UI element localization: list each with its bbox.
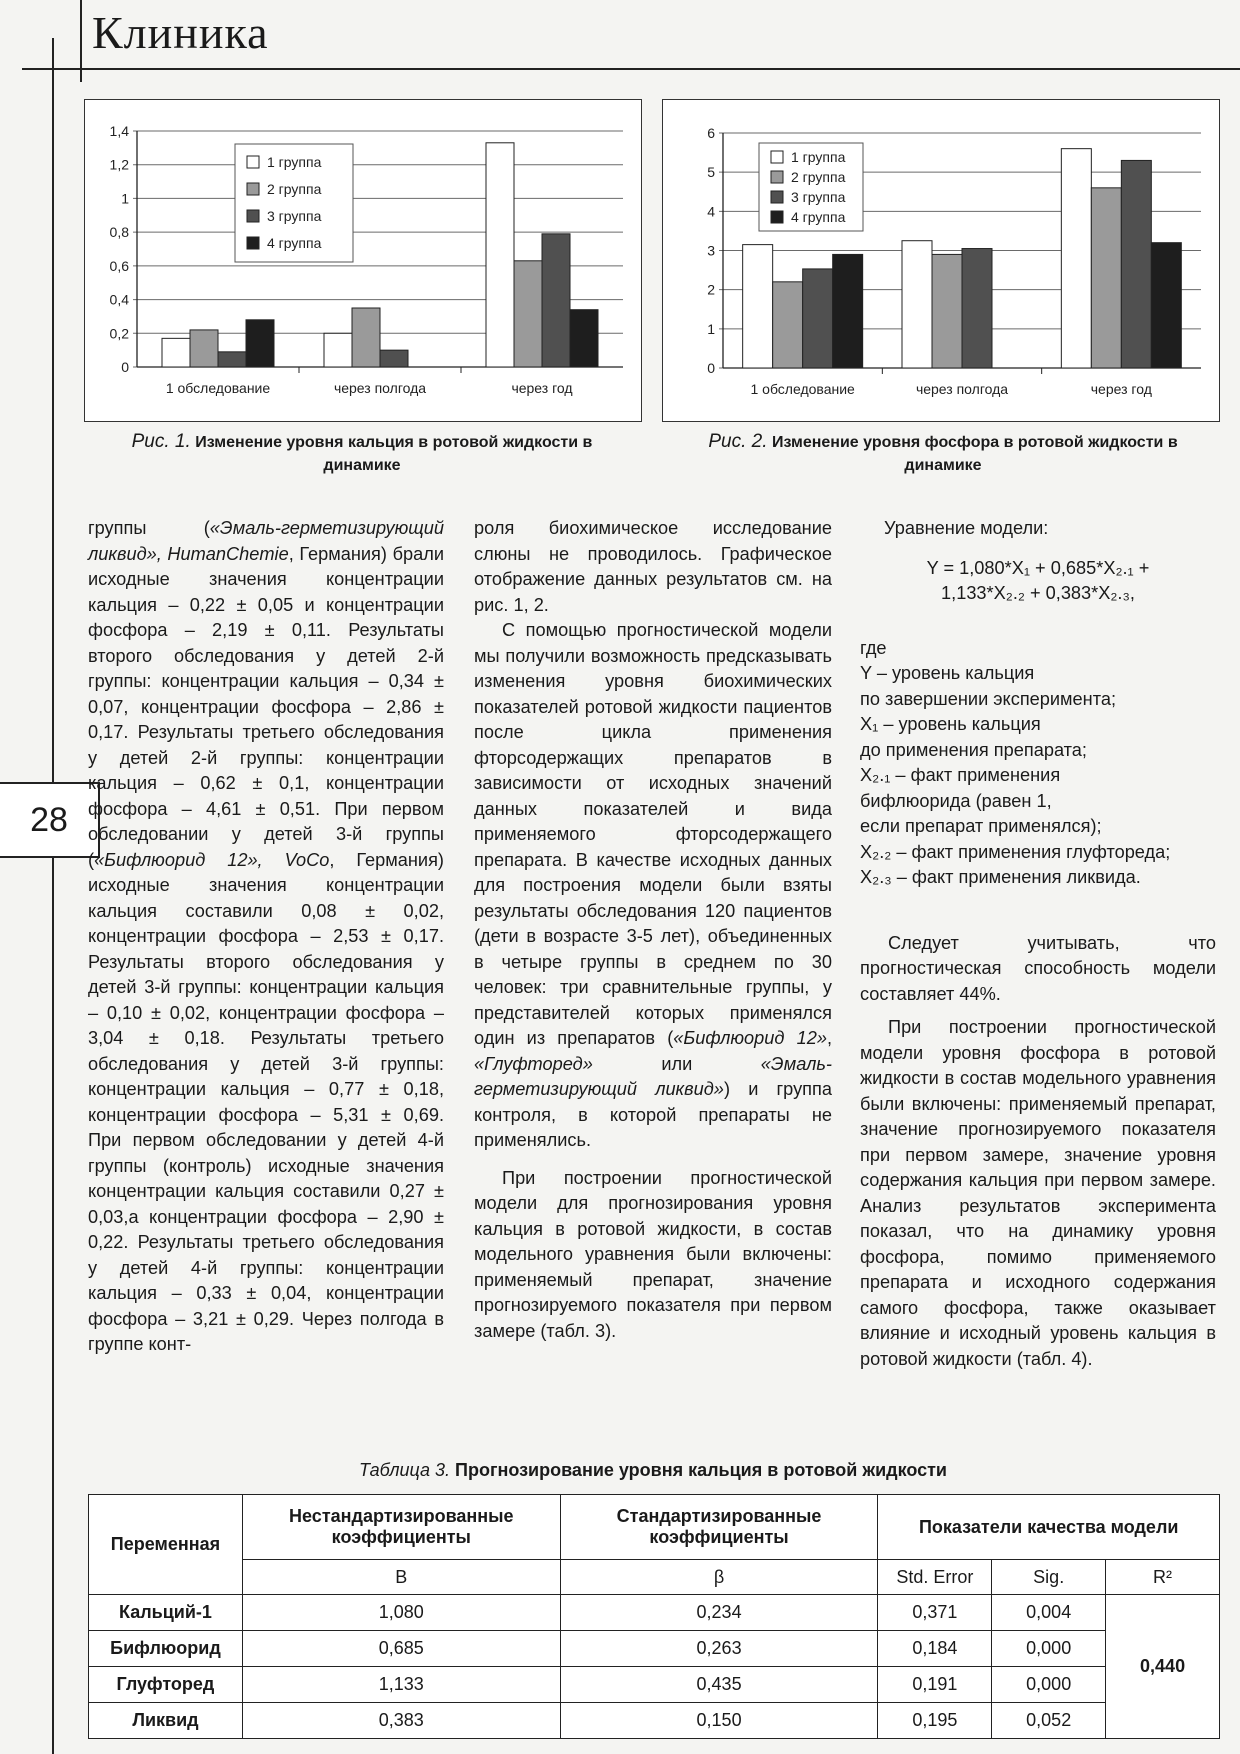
y-tick-label: 2 xyxy=(707,281,715,298)
table-row xyxy=(89,1703,1220,1739)
text-run: , Германия) исходные значения концентрации кальция составили 0,08 ± 0,02, концентрации фосфора – 2,53 ± 0,17. Результаты второго обследования у детей 3-й группы: концентрации кальция – 0,10 ± 0,02, концентрации фосфора – 3,04 ± 0,18. Результаты третьего обследования у детей 3-й группы: концентрации кальция – 0,77 ± 0,18, концентрации фосфора – 5,31 ± 0,69. При первом обследовании у детей 4-й группы (контроль) исходные значения концентрации кальция составили 0,27 ± 0,03,а концентрации фосфора – 2,90 ± 0,22. Результаты третьего обследования у детей 4-й группы: концентрации кальция – 0,33 ± 0,04, концентрации фосфора – 3,21 ± 0,29. Через полгода в группе конт- xyxy=(88,849,444,1354)
legend-label: 2 группа xyxy=(791,169,846,185)
table-row xyxy=(89,1631,1220,1667)
bar-3-group xyxy=(542,234,570,367)
legend-label: 4 группа xyxy=(791,209,846,225)
bar-1-group xyxy=(486,143,514,367)
col2-paragraph-1: роля биохимическое исследование слюны не проводилось. Графическое отображение данных результатов см. на рис. 1, 2. xyxy=(474,518,832,615)
page-number: 28 xyxy=(0,782,100,858)
text-run: , Германия) брали исходные значения концентрации кальция – 0,22 ± 0,05 и концентрации фосфора – 2,19 ± 0,11. Результаты второго обследования у детей 2-й группы: концентрации кальция – 0,34 ± 0,07, концентрации фосфора – 2,86 ± 0,17. Результаты третьего обследования у детей 2-й группы: концентрации кальция – 0,62 ± 0,1, концентрации фосфора – 4,61 ± 0,51. При первом обследовании у детей 3-й группы ( xyxy=(88,543,444,870)
where-label: где xyxy=(860,637,887,658)
bar-1-group xyxy=(743,245,773,368)
text-run-italic: «Бифлюорид 12» xyxy=(673,1028,827,1048)
text-column-3 xyxy=(860,516,1216,1372)
bar-1-group xyxy=(162,338,190,367)
definition-line: X₂.₂ – факт применения глуфтореда; xyxy=(860,841,1171,862)
equation-line-2: 1,133*X₂.₂ + 0,383*X₂.₃, xyxy=(941,582,1135,603)
header-r2: R² xyxy=(1106,1560,1220,1595)
cell-std-error: 0,191 xyxy=(878,1667,992,1703)
figure-1-label: Рис. 1. xyxy=(131,431,191,452)
legend-swatch xyxy=(771,211,783,223)
bar-2-group xyxy=(514,261,542,367)
model-equation xyxy=(860,556,1216,606)
header-std-error: Std. Error xyxy=(878,1560,992,1595)
table-row xyxy=(89,1595,1220,1631)
bar-3-group xyxy=(962,249,992,368)
y-tick-label: 6 xyxy=(707,125,715,141)
cell-variable: Глуфторед xyxy=(89,1667,243,1703)
definition-line: если препарат применялся); xyxy=(860,816,1102,836)
bar-2-group xyxy=(1091,188,1121,368)
table-3-caption xyxy=(88,1460,1218,1481)
bar-2-group xyxy=(932,254,962,368)
y-tick-label: 0 xyxy=(121,359,129,375)
legend-label: 1 группа xyxy=(267,154,322,170)
legend-label: 3 группа xyxy=(267,208,322,224)
bar-1-group xyxy=(1061,149,1091,368)
text-column-1 xyxy=(88,516,444,1358)
text-column-2 xyxy=(474,516,832,1344)
y-tick-label: 1,2 xyxy=(109,156,129,173)
legend-label: 3 группа xyxy=(791,189,846,205)
y-tick-label: 3 xyxy=(707,242,715,259)
cell-std-error: 0,371 xyxy=(878,1595,992,1631)
table-3-title: Прогнозирование уровня кальция в ротовой жидкости xyxy=(455,1460,947,1480)
x-category-label: через полгода xyxy=(915,381,1009,397)
margin-rule-vertical xyxy=(52,38,54,1754)
table-header-row xyxy=(89,1495,1220,1560)
figure-2-caption xyxy=(668,430,1218,477)
definition-line: до применения препарата; xyxy=(860,739,1087,760)
table-row xyxy=(89,1667,1220,1703)
chart-phosphorus xyxy=(663,100,1219,421)
legend-swatch xyxy=(247,183,259,195)
header-sig: Sig. xyxy=(992,1560,1106,1595)
equation-definitions xyxy=(860,636,1216,891)
cell-sig: 0,052 xyxy=(992,1703,1106,1739)
cell-sig: 0,000 xyxy=(992,1667,1106,1703)
bar-3-group xyxy=(803,269,833,368)
cell-beta: 0,234 xyxy=(560,1595,878,1631)
section-title: Клиника xyxy=(92,7,269,58)
cell-b: 1,080 xyxy=(242,1595,560,1631)
y-tick-label: 0,6 xyxy=(109,257,129,274)
cell-b: 0,685 xyxy=(242,1631,560,1667)
equation-line-1: Y = 1,080*X₁ + 0,685*X₂.₁ + xyxy=(926,557,1150,578)
x-category-label: через год xyxy=(511,380,573,396)
bar-2-group xyxy=(773,282,803,368)
legend-label: 2 группа xyxy=(267,181,322,197)
table-3-label: Таблица 3. xyxy=(359,1460,451,1480)
definition-line: X₁ – уровень кальция xyxy=(860,714,1041,734)
bar-4-group xyxy=(1151,243,1181,368)
y-tick-label: 1,4 xyxy=(109,123,129,139)
legend-swatch xyxy=(247,237,259,249)
y-tick-label: 0,4 xyxy=(109,291,129,308)
figure-2-label: Рис. 2. xyxy=(708,431,768,452)
legend-swatch xyxy=(771,171,783,183)
legend-swatch xyxy=(247,156,259,168)
cell-sig: 0,004 xyxy=(992,1595,1106,1631)
cell-std-error: 0,195 xyxy=(878,1703,992,1739)
text-run-italic: «Эмаль-герметизирующий ликвид» xyxy=(474,1053,832,1099)
legend-swatch xyxy=(771,191,783,203)
bar-4-group xyxy=(833,254,863,368)
bar-2-group xyxy=(352,308,380,367)
text-run: , xyxy=(826,1028,832,1048)
header-model-quality: Показатели качества модели xyxy=(878,1495,1220,1560)
bar-2-group xyxy=(190,330,218,367)
definition-line: Y – уровень кальция xyxy=(860,663,1035,683)
header-standardized: Стандартизированные коэффициенты xyxy=(560,1495,878,1560)
y-tick-label: 0 xyxy=(707,360,715,376)
header-unstandardized: Нестандартизированные коэффициенты xyxy=(242,1495,560,1560)
bar-4-group xyxy=(246,320,274,367)
figure-1-caption-text: Изменение уровня кальция в ротовой жидкости в динамике xyxy=(195,434,593,474)
cell-b: 1,133 xyxy=(242,1667,560,1703)
cell-variable: Бифлюорид xyxy=(89,1631,243,1667)
legend-swatch xyxy=(771,151,783,163)
cell-r2: 0,440 xyxy=(1106,1595,1220,1739)
col3-paragraph-2: При построении прогностической модели уровня фосфора в ротовой жидкости в состав модельного уравнения были включены: применяемый препарат, значение прогнозируемого показателя при первом замере, значение уровня содержания кальция при первом замере. Анализ результатов эксперимента показал, что на динамику уровня фосфора, помимо применяемого препарата и исходного содержания самого фосфора, также оказывает влияние и исходный уровень кальция в ротовой жидкости (табл. 4). xyxy=(860,1017,1216,1369)
figure-2-phosphorus-chart xyxy=(662,99,1220,422)
text-run: группы ( xyxy=(88,518,210,538)
equation-title: Уравнение модели: xyxy=(884,518,1049,538)
y-tick-label: 1 xyxy=(707,320,715,337)
text-run: С помощью прогностической модели мы получили возможность предсказывать изменения уровня биохимических показателей ротовой жидкости пациентов после цикла применения фторсодержащих препаратов в зависимости от исходных значений данных показателей и вида применяемого фторсодержащего препарата. В качестве исходных данных для построения модели были взяты результаты обследования 120 пациентов (дети в возрасте 3-5 лет), объединенных в четыре группы в среднем по 30 человек: три сравнительные группы, у представителей которых применялся один из препаратов ( xyxy=(474,620,832,1048)
col3-paragraph-1: Следует учитывать, что прогностическая способность модели составляет 44%. xyxy=(860,932,1216,1004)
x-category-label: через полгода xyxy=(333,380,427,396)
cell-beta: 0,263 xyxy=(560,1631,878,1667)
table-3 xyxy=(88,1494,1220,1739)
bar-3-group xyxy=(218,352,246,367)
figure-1-calcium-chart xyxy=(84,99,642,422)
bar-3-group xyxy=(1121,160,1151,368)
figure-1-caption xyxy=(92,430,632,477)
y-tick-label: 1 xyxy=(121,190,129,207)
header-rule-horizontal xyxy=(22,68,1240,70)
y-tick-label: 0,8 xyxy=(109,224,129,241)
y-tick-label: 4 xyxy=(707,203,715,220)
header-b: B xyxy=(242,1560,560,1595)
bar-1-group xyxy=(324,333,352,367)
text-run-italic: «Бифлюорид 12», VoCo xyxy=(94,849,330,870)
definition-line: X₂.₁ – факт применения xyxy=(860,765,1061,785)
cell-variable: Кальций-1 xyxy=(89,1595,243,1631)
definition-line: по завершении эксперимента; xyxy=(860,688,1117,709)
legend-swatch xyxy=(247,210,259,222)
text-run: ) и группа контроля, в которой препараты не применялись. xyxy=(474,1079,832,1150)
legend-label: 4 группа xyxy=(267,235,322,251)
chart-calcium xyxy=(85,100,641,421)
col1-paragraph xyxy=(88,516,444,1358)
cell-b: 0,383 xyxy=(242,1703,560,1739)
header-variable: Переменная xyxy=(89,1495,243,1595)
cell-beta: 0,150 xyxy=(560,1703,878,1739)
definition-line: бифлюорида (равен 1, xyxy=(860,790,1052,811)
header-beta: β xyxy=(560,1560,878,1595)
text-run-italic: «Эмаль-герметизирующий ликвид», HumanChemie xyxy=(88,518,444,564)
bar-3-group xyxy=(380,350,408,367)
y-tick-label: 5 xyxy=(707,164,715,181)
legend-label: 1 группа xyxy=(791,149,846,165)
text-run: или xyxy=(592,1053,761,1074)
col2-paragraph-3: При построении прогностической модели для прогнозирования уровня кальция в ротовой жидкости, в состав модельного уравнения были включены: применяемый препарат, значение прогнозируемого показателя при первом замере (табл. 3). xyxy=(474,1167,832,1341)
x-category-label: 1 обследование xyxy=(165,380,271,396)
col2-paragraph-2 xyxy=(474,618,832,1154)
cell-variable: Ликвид xyxy=(89,1703,243,1739)
bar-4-group xyxy=(570,310,598,367)
x-category-label: через год xyxy=(1090,381,1152,397)
figure-2-caption-text: Изменение уровня фосфора в ротовой жидкости в динамике xyxy=(771,434,1178,474)
cell-sig: 0,000 xyxy=(992,1631,1106,1667)
bar-1-group xyxy=(902,241,932,368)
table-subheader-row xyxy=(89,1560,1220,1595)
y-tick-label: 0,2 xyxy=(109,325,129,342)
cell-beta: 0,435 xyxy=(560,1667,878,1703)
text-run-italic: «Глуфторед» xyxy=(474,1053,593,1074)
definition-line: X₂.₃ – факт применения ликвида. xyxy=(860,867,1141,887)
cell-std-error: 0,184 xyxy=(878,1631,992,1667)
x-category-label: 1 обследование xyxy=(750,381,855,397)
